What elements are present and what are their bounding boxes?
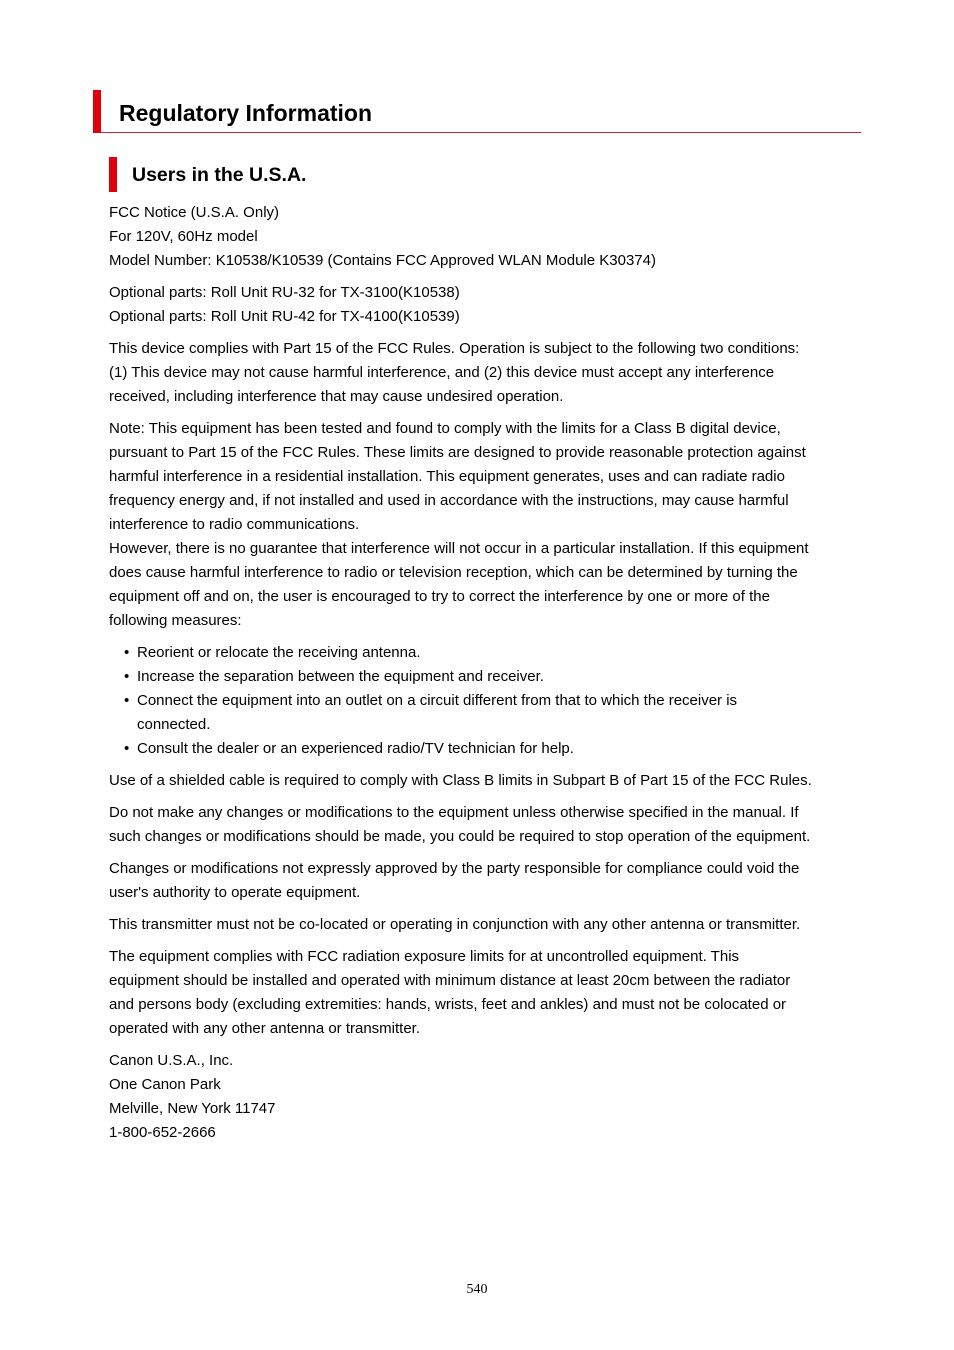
text-line: equipment off and on, the user is encouraged to try to correct the interference by one or more of the [109, 588, 770, 605]
fcc-notice-paragraph [109, 201, 869, 273]
address-line: Canon U.S.A., Inc. [109, 1052, 234, 1069]
bullet-icon: • [124, 668, 130, 685]
text-line: and persons body (excluding extremities: hands, wrists, feet and ankles) and must not be colocated or [109, 996, 787, 1013]
void-authority-paragraph [109, 857, 869, 905]
text-line: frequency energy and, if not installed and used in accordance with the instructions, may cause harmful [109, 492, 789, 509]
text-line: following measures: [109, 612, 242, 629]
page-number: 540 [466, 1282, 488, 1297]
text-line: does cause harmful interference to radio or television reception, which can be determined by turning the [109, 564, 798, 581]
text-line: FCC Notice (U.S.A. Only) [109, 204, 280, 221]
text-line: Changes or modifications not expressly approved by the party responsible for compliance could void the [109, 860, 800, 877]
section-accent-bar [109, 157, 117, 192]
shielded-cable-paragraph [109, 769, 869, 793]
text-line: such changes or modifications should be made, you could be required to stop operation of the equipment. [109, 828, 811, 845]
section-title: Users in the U.S.A. [132, 164, 307, 186]
address-line: One Canon Park [109, 1076, 221, 1093]
text-line: harmful interference in a residential installation. This equipment generates, uses and can radiate radio [109, 468, 785, 485]
text-line: (1) This device may not cause harmful interference, and (2) this device must accept any interference [109, 364, 775, 381]
section-header [109, 157, 709, 192]
list-item-text: connected. [137, 716, 211, 733]
list-item-text: Connect the equipment into an outlet on a circuit different from that to which the receiver is [137, 692, 738, 709]
text-line: Model Number: K10538/K10539 (Contains FCC Approved WLAN Module K30374) [109, 252, 656, 269]
text-line: user's authority to operate equipment. [109, 884, 361, 901]
phone-number: 1-800-652-2666 [109, 1124, 216, 1141]
list-item [109, 665, 869, 689]
address-line: Melville, New York 11747 [109, 1100, 276, 1117]
text-line: However, there is no guarantee that interference will not occur in a particular installation. If this equipment [109, 540, 809, 557]
colocation-paragraph [109, 913, 869, 937]
optional-parts-paragraph [109, 281, 869, 329]
list-item [109, 641, 869, 665]
text-line: Use of a shielded cable is required to comply with Class B limits in Subpart B of Part 15 of the FCC Rules. [109, 772, 812, 789]
bullet-icon: • [124, 692, 130, 709]
document-body [109, 201, 869, 1153]
text-line: Optional parts: Roll Unit RU-32 for TX-3100(K10538) [109, 284, 460, 301]
text-line: operated with any other antenna or transmitter. [109, 1020, 421, 1037]
note-paragraph [109, 417, 869, 633]
address-block [109, 1049, 869, 1145]
text-line: received, including interference that may cause undesired operation. [109, 388, 564, 405]
text-line: For 120V, 60Hz model [109, 228, 258, 245]
list-item-text: Consult the dealer or an experienced radio/TV technician for help. [137, 740, 574, 757]
list-item-text: Increase the separation between the equipment and receiver. [137, 668, 544, 685]
compliance-paragraph [109, 337, 869, 409]
text-line: This device complies with Part 15 of the FCC Rules. Operation is subject to the following two conditions: [109, 340, 800, 357]
page-title-header [93, 90, 861, 133]
page-title: Regulatory Information [119, 100, 373, 126]
bullet-icon: • [124, 740, 130, 757]
text-line: equipment should be installed and operated with minimum distance at least 20cm between the radiator [109, 972, 791, 989]
no-changes-paragraph [109, 801, 869, 849]
list-item [109, 689, 869, 737]
text-line: Do not make any changes or modifications to the equipment unless otherwise specified in the manual. If [109, 804, 799, 821]
list-item [109, 737, 869, 761]
measures-list [109, 641, 869, 761]
title-accent-bar [93, 90, 101, 133]
text-line: This transmitter must not be co-located or operating in conjunction with any other antenna or transmitter. [109, 916, 801, 933]
list-item-text: Reorient or relocate the receiving antenna. [137, 644, 421, 661]
text-line: The equipment complies with FCC radiation exposure limits for at uncontrolled equipment. This [109, 948, 740, 965]
text-line: pursuant to Part 15 of the FCC Rules. These limits are designed to provide reasonable protection against [109, 444, 806, 461]
text-line: Optional parts: Roll Unit RU-42 for TX-4100(K10539) [109, 308, 460, 325]
radiation-paragraph [109, 945, 869, 1041]
text-line: interference to radio communications. [109, 516, 360, 533]
bullet-icon: • [124, 644, 130, 661]
text-line: Note: This equipment has been tested and found to comply with the limits for a Class B digital device, [109, 420, 781, 437]
